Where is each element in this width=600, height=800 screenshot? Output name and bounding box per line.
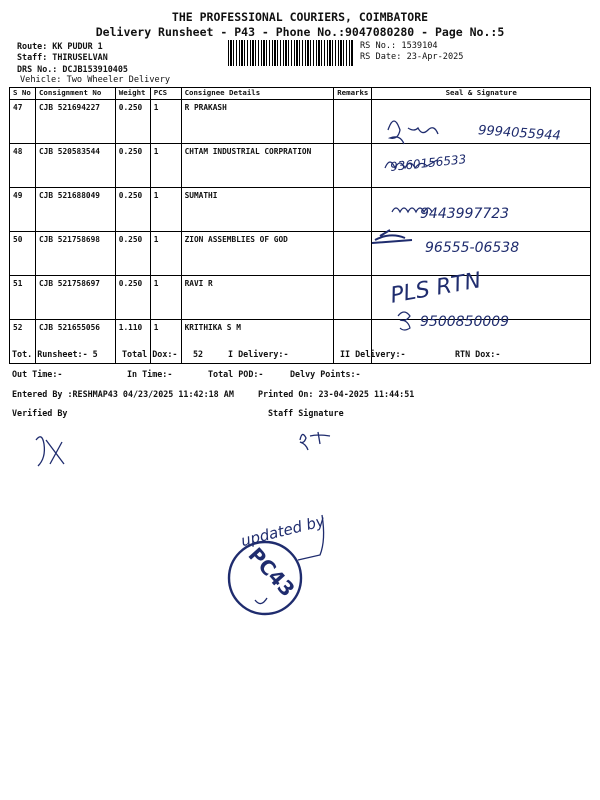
staff-signature-label: Staff Signature [268,408,344,418]
rtn-dox: RTN Dox:- [455,349,501,359]
row-consignment: CJB 520583544 [35,144,115,188]
col-sno: S No [10,88,36,100]
ii-delivery: II Delivery:- [340,349,406,359]
handwritten-note: PLS RTN [388,268,484,309]
drs-number: DRS No.: DCJB153910405 [17,64,128,74]
row-consignee: ZION ASSEMBLIES OF GOD [181,232,334,276]
row-pcs: 1 [150,320,181,364]
row-consignee: CHTAM INDUSTRIAL CORPRATION [181,144,334,188]
verified-signature [36,437,64,466]
handwritten-phone: 96555-06538 [425,240,520,256]
route: Route: KK PUDUR 1 [17,41,103,51]
entered-by: Entered By :RESHMAP43 04/23/2025 11:42:18 AM [12,389,234,399]
row-consignment: CJB 521688049 [35,188,115,232]
total-pod: Total POD:- [208,369,264,379]
staff: Staff: THIRUSELVAN [17,52,108,62]
row-consignment: CJB 521655056 [35,320,115,364]
delvy-points: Delvy Points:- [290,369,361,379]
tot-runsheet: Tot. Runsheet:- 5 [12,349,98,359]
col-seal: Seal & Signature [372,88,591,100]
row-consignment: CJB 521758697 [35,276,115,320]
row-consignee: R PRAKASH [181,100,334,144]
signature-mark [398,312,410,330]
row-sno: 49 [10,188,36,232]
staff-signature-mark [300,432,330,450]
i-delivery: I Delivery:- [228,349,289,359]
row-consignee: KRITHIKA S M [181,320,334,364]
in-time: In Time:- [127,369,173,379]
col-weight: Weight [115,88,150,100]
handwritten-phone: 9360156533 [389,152,467,174]
row-sno: 48 [10,144,36,188]
rs-date: RS Date: 23-Apr-2025 [360,52,464,62]
handwritten-phone: 9994055944 [477,123,562,144]
row-consignment: CJB 521758698 [35,232,115,276]
row-sno: 50 [10,232,36,276]
printed-on: Printed On: 23-04-2025 11:44:51 [258,389,415,399]
row-pcs: 1 [150,276,181,320]
row-pcs: 1 [150,144,181,188]
signature-mark [392,208,432,212]
row-weight: 0.250 [115,100,150,144]
signature-mark [388,121,438,144]
col-remarks: Remarks [334,88,372,100]
signature-mark [385,160,437,168]
handwritten-phone: 9500850009 [420,314,510,330]
out-time: Out Time:- [12,369,63,379]
total-dox-value: 52 [193,349,204,359]
row-sno: 52 [10,320,36,364]
runsheet-subtitle: Delivery Runsheet - P43 - Phone No.:9047080280 - Page No.:5 [95,25,505,39]
row-pcs: 1 [150,100,181,144]
row-pcs: 1 [150,188,181,232]
handwritten-phone: 9443997723 [420,206,510,222]
row-weight: 0.250 [115,144,150,188]
row-weight: 0.250 [115,232,150,276]
row-weight: 0.250 [115,188,150,232]
row-consignee: SUMATHI [181,188,334,232]
col-pcs: PCS [150,88,181,100]
row-pcs: 1 [150,232,181,276]
stamp-text: PC43 [243,542,300,602]
row-sno: 47 [10,100,36,144]
total-dox-label: Total Dox:- [122,349,178,359]
verified-by: Verified By [12,408,68,418]
row-consignee: RAVI R [181,276,334,320]
row-weight: 0.250 [115,276,150,320]
signature-mark [372,230,412,243]
rs-number: RS No.: 1539104 [360,41,438,51]
vehicle: Vehicle: Two Wheeler Delivery [20,75,171,85]
col-consignee: Consignee Details [181,88,334,100]
row-sno: 51 [10,276,36,320]
row-weight: 1.110 [115,320,150,364]
updated-by-note: updated by [239,511,327,551]
col-consignment: Consignment No [35,88,115,100]
company-title: THE PROFESSIONAL COURIERS, COIMBATORE [171,10,429,24]
stamp-initial [255,598,267,604]
row-consignment: CJB 521694227 [35,100,115,144]
